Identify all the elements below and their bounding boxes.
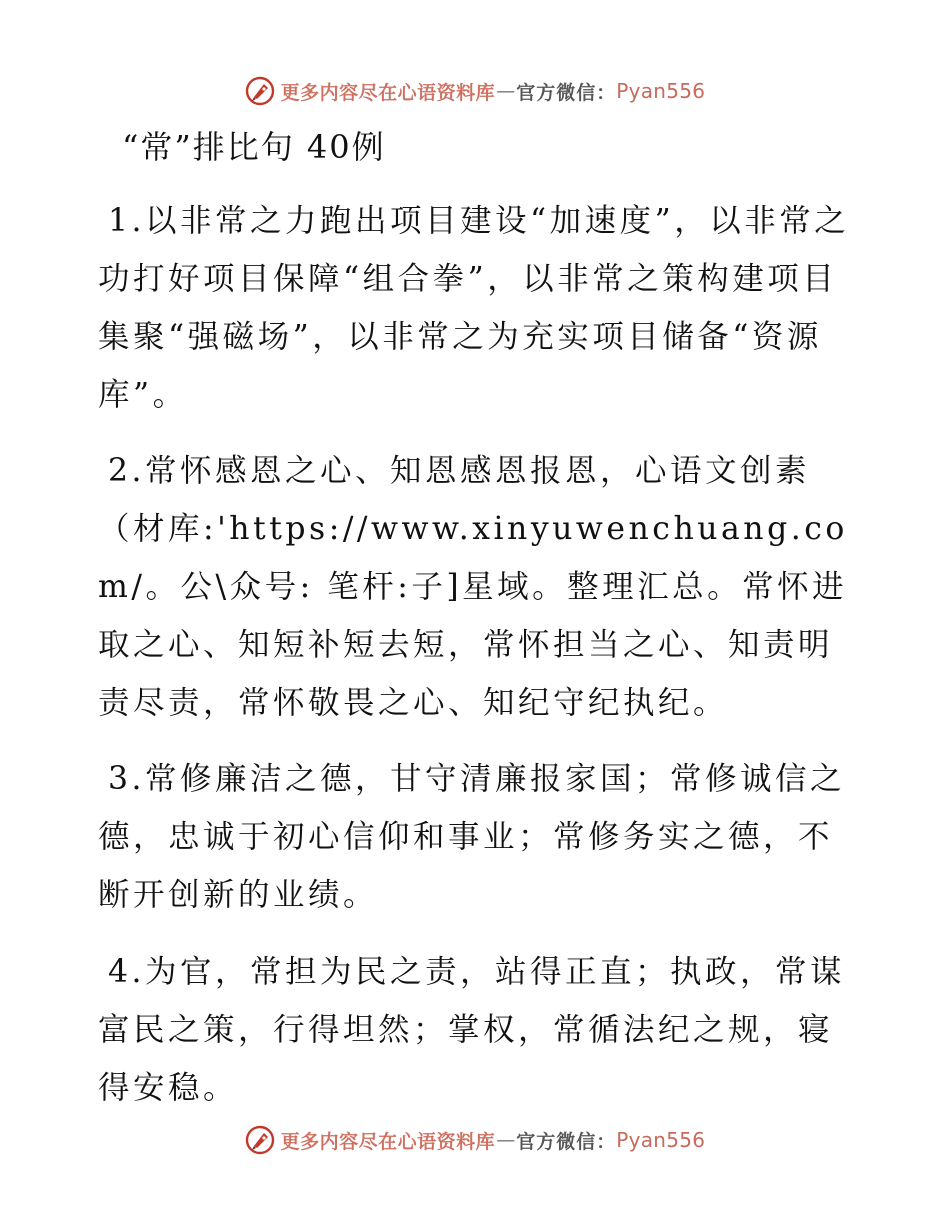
watermark-wechat-id: Pyan556: [616, 79, 706, 103]
watermark-sub-text: 官方微信：: [516, 81, 617, 104]
watermark-wechat-id: Pyan556: [616, 1128, 706, 1152]
watermark-footer: [0, 1120, 950, 1160]
document-title: “常”排比句 40例: [122, 128, 386, 166]
paragraph-3: 3.常修廉洁之德，甘守清廉报家国；常修诚信之德，忠诚于初心信仰和事业；常修务实之德，不断开创新的业绩。: [98, 761, 846, 913]
pen-nib-logo-icon: [245, 1125, 275, 1155]
watermark-main-text: 更多内容尽在心语资料库: [280, 81, 496, 104]
watermark-dash: —: [496, 80, 516, 102]
paragraph-4: 4.为官，常担为民之责，站得正直；执政，常谋富民之策，行得坦然；掌权，常循法纪之规，寝得安稳。: [98, 954, 846, 1106]
paragraph-1: 1.以非常之力跑出项目建设“加速度”，以非常之功打好项目保障“组合拳”，以非常之策构建项目集聚“强磁场”，以非常之为充实项目储备“资源库”。: [98, 203, 850, 413]
pen-nib-logo-icon: [245, 76, 275, 106]
watermark-sub-text: 官方微信：: [516, 1130, 617, 1153]
paragraph-2: 2.常怀感恩之心、知恩感恩报恩，心语文创素（材库:'https://www.xinyuwenchuang.com/。公\众号: 笔杆:子]星域。整理汇总。常怀进取之心、知短补短去短，常怀担当之心、知责明责尽责，常怀敬畏之心、知纪守纪执纪。: [98, 453, 848, 721]
watermark-header: [0, 71, 950, 111]
watermark-main-text: 更多内容尽在心语资料库: [280, 1130, 496, 1153]
watermark-dash: —: [496, 1129, 516, 1151]
